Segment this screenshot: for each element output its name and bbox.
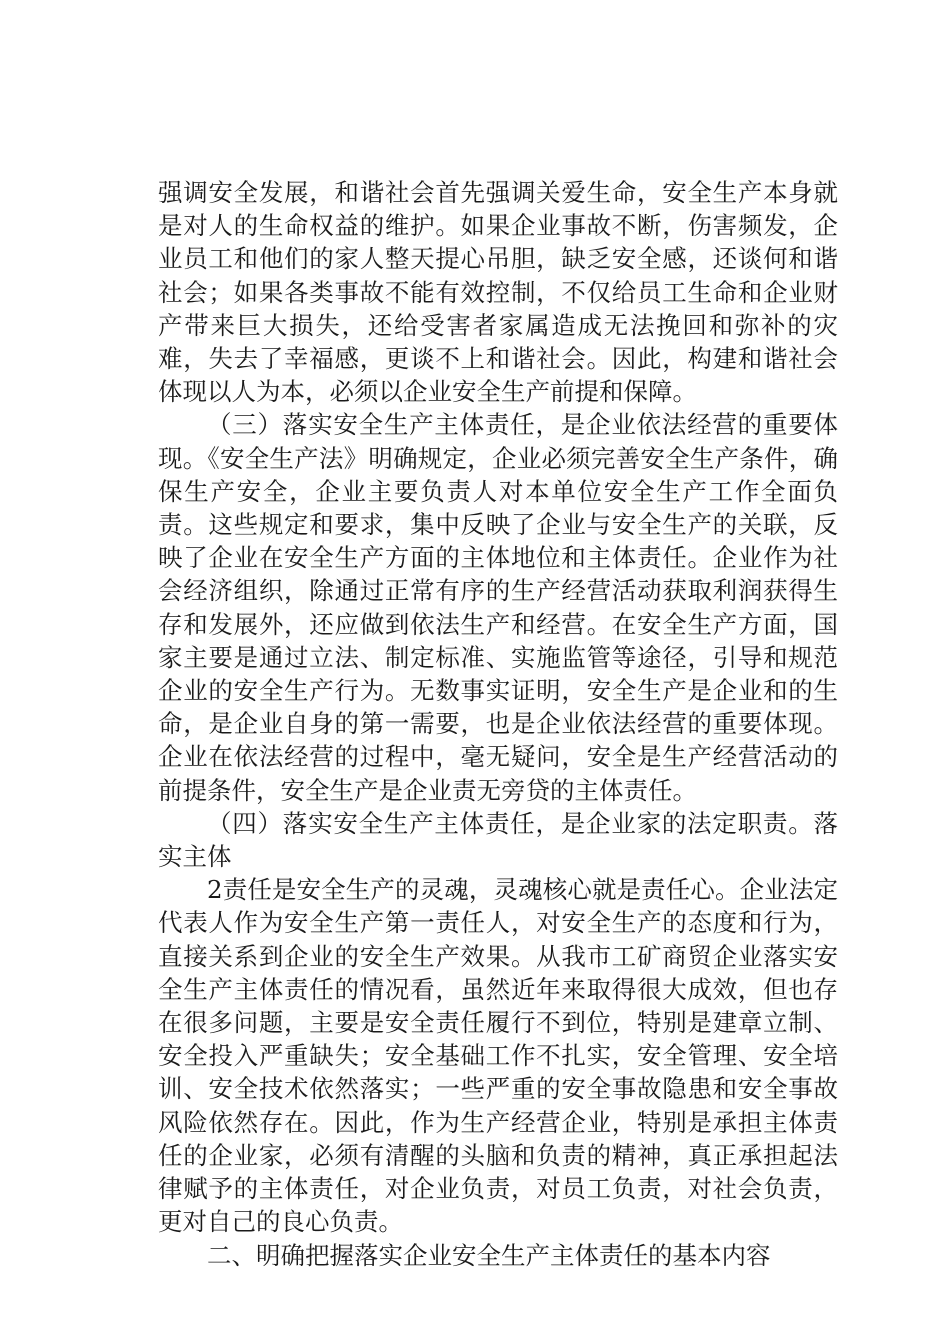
paragraph-section-4: （四）落实安全生产主体责任，是企业家的法定职责。落实主体 (158, 808, 838, 872)
section-heading-2: 二、明确把握落实企业安全生产主体责任的基本内容 (207, 1240, 771, 1270)
paragraph-responsibility: 2责任是安全生产的灵魂，灵魂核心就是责任心。企业法定代表人作为安全生产第一责任人，对安全生产的态度和行为，直接关系到企业的安全生产效果。从我市工矿商贸企业落实安全生产主体责任的情况看，虽然近年来取得很大成效，但也存在很多问题，主要是安全责任履行不到位，特别是建章立制、安全投入严重缺失；安全基础工作不扎实，安全管理、安全培训、安全技术依然落实；一些严重的安全事故隐患和安全事故风险依然存在。因此，作为生产经营企业，特别是承担主体责任的企业家，必须有清醒的头脑和负责的精神，真正承担起法律赋予的主体责任，对企业负责，对员工负责，对社会负责，更对自己的良心负责。 (158, 875, 838, 1237)
paragraph-continuation: 强调安全发展，和谐社会首先强调关爱生命，安全生产本身就是对人的生命权益的维护。如果企业事故不断，伤害频发，企业员工和他们的家人整天提心吊胆，缺乏安全感，还谈何和谐社会；如果各类事故不能有效控制，不仅给员工生命和企业财产带来巨大损失，还给受害者家属造成无法挽回和弥补的灾难，失去了幸福感，更谈不上和谐社会。因此，构建和谐社会体现以人为本，必须以企业安全生产前提和保障。 (158, 178, 838, 407)
paragraph-section-3: （三）落实安全生产主体责任，是企业依法经营的重要体现。《安全生产法》明确规定，企业必须完善安全生产条件，确保生产安全，企业主要负责人对本单位安全生产工作全面负责。这些规定和要求，集中反映了企业与安全生产的关联，反映了企业在安全生产方面的主体地位和主体责任。企业作为社会经济组织，除通过正常有序的生产经营活动获取利润获得生存和发展外，还应做到依法生产和经营。在安全生产方面，国家主要是通过立法、制定标准、实施监管等途径，引导和规范企业的安全生产行为。无数事实证明，安全生产是企业和的生命，是企业自身的第一需要，也是企业依法经营的重要体现。企业在依法经营的过程中，毫无疑问，安全是生产经营活动的前提条件，安全生产是企业责无旁贷的主体责任。 (158, 410, 838, 805)
document-body (158, 176, 838, 1272)
